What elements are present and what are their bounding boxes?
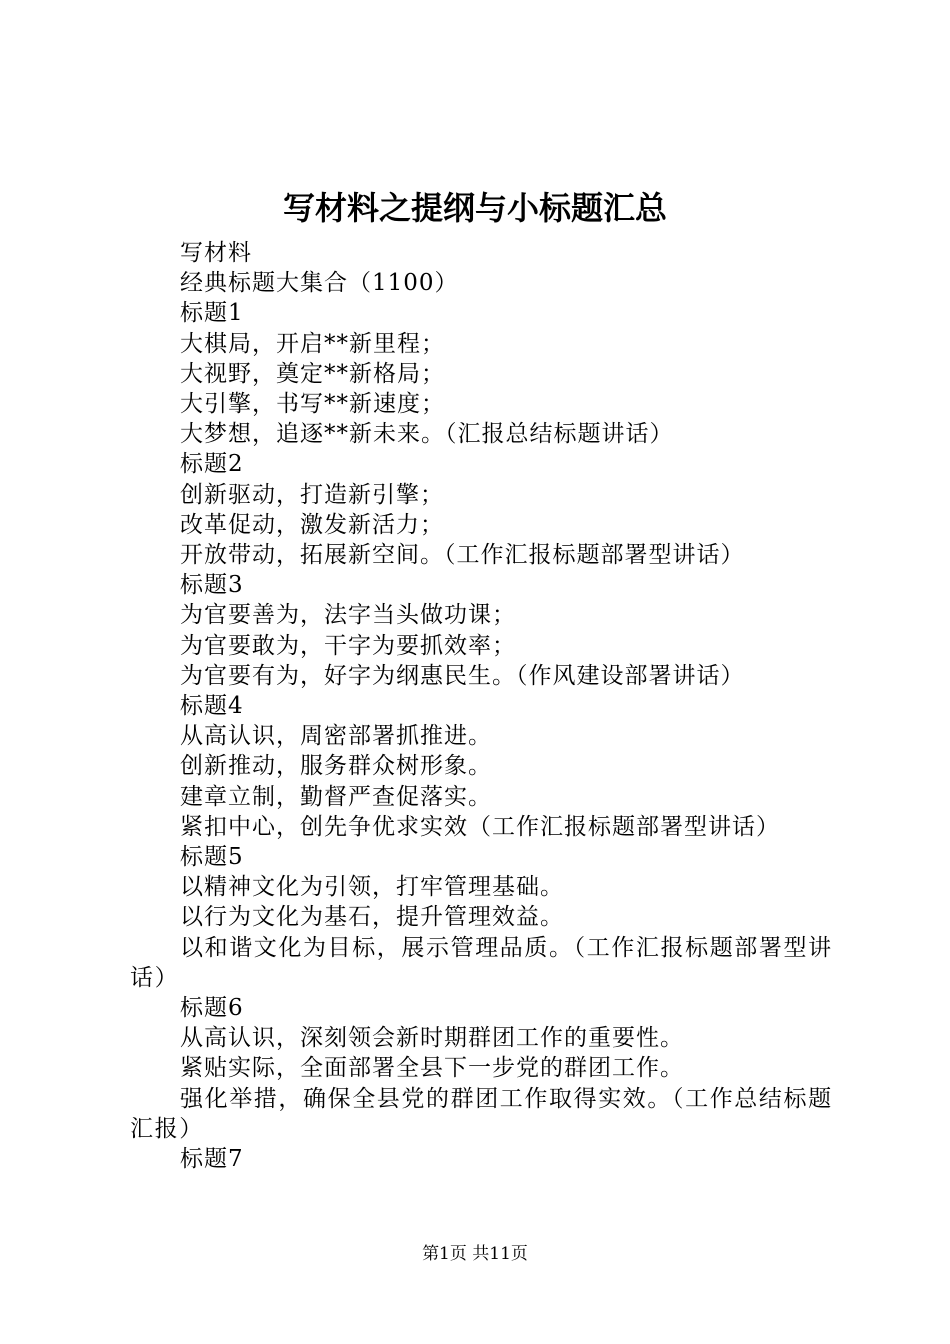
section-heading: 标题1: [180, 300, 244, 327]
section-heading: 标题5: [180, 844, 244, 871]
text-line: 以行为文化为基石，提升管理效益。: [180, 904, 564, 931]
text-line: 从高认识，周密部署抓推进。: [180, 723, 492, 750]
section-heading: 标题6: [180, 995, 244, 1022]
text-line: 大棋局，开启**新里程；: [180, 330, 445, 357]
text-line: 大视野，奠定**新格局；: [180, 360, 445, 387]
text-line: 经典标题大集合（1100）: [180, 270, 459, 297]
text-line: 创新驱动，打造新引擎；: [180, 481, 444, 508]
page-footer: 第1页 共11页: [422, 1244, 528, 1264]
text-line: 建章立制，勤督严查促落实。: [180, 783, 492, 810]
text-line: 改革促动，激发新活力；: [180, 511, 444, 538]
text-line: 为官要善为，法字当头做功课；: [180, 602, 516, 629]
section-heading: 标题2: [180, 451, 244, 478]
document-body: [130, 238, 835, 1174]
text-line: 以和谐文化为目标，展示管理品质。（工作汇报标题部署型讲话）: [130, 934, 833, 991]
text-line: 大梦想，追逐**新未来。（汇报总结标题讲话）: [180, 421, 674, 448]
text-line: 为官要有为，好字为纲惠民生。（作风建设部署讲话）: [180, 662, 745, 689]
section-heading: 标题3: [180, 572, 244, 599]
text-line: 以精神文化为引领，打牢管理基础。: [180, 874, 564, 901]
text-line: 开放带动，拓展新空间。（工作汇报标题部署型讲话）: [180, 542, 745, 569]
text-line: 紧贴实际，全面部署全县下一步党的群团工作。: [180, 1055, 684, 1082]
text-line: 大引擎，书写**新速度；: [180, 391, 445, 418]
text-line: 从高认识，深刻领会新时期群团工作的重要性。: [180, 1025, 684, 1052]
text-line: 写材料: [180, 240, 252, 266]
section-heading: 标题4: [180, 693, 244, 720]
text-line: 为官要敢为，干字为要抓效率；: [180, 632, 516, 659]
page-title: 写材料之提纲与小标题汇总: [282, 189, 667, 227]
text-line: 强化举措，确保全县党的群团工作取得实效。（工作总结标题汇报）: [130, 1085, 833, 1142]
section-heading: 标题7: [180, 1146, 244, 1173]
text-line: 紧扣中心，创先争优求实效（工作汇报标题部署型讲话）: [180, 813, 780, 840]
text-line: 创新推动，服务群众树形象。: [180, 753, 492, 780]
